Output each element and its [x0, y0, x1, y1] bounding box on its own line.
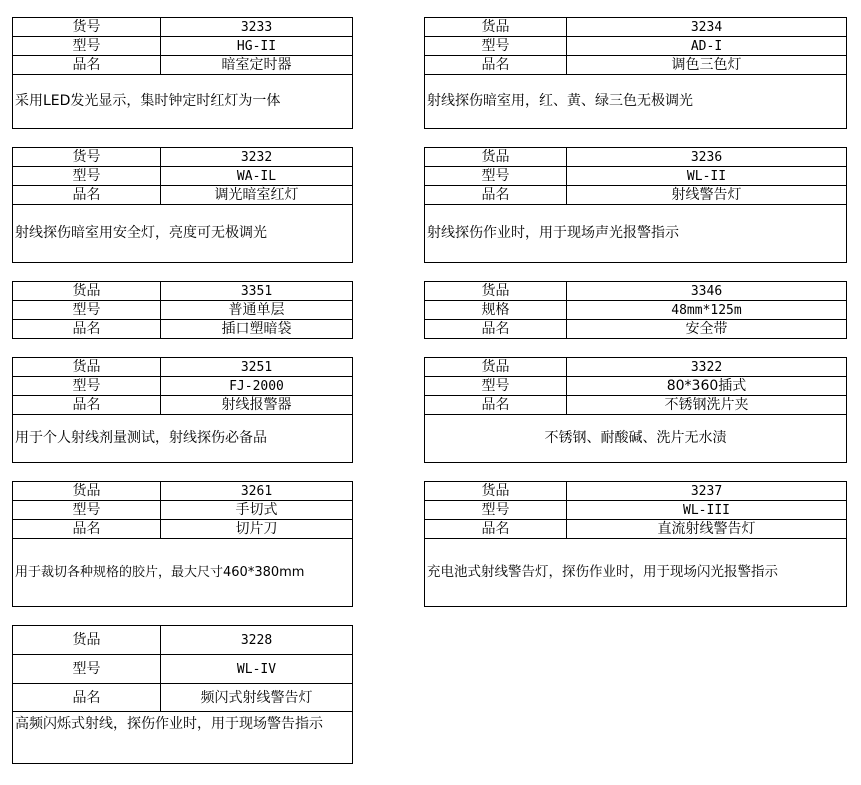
product-name-label: 品名 — [13, 396, 161, 414]
item-number-value: 3322 — [690, 359, 723, 375]
spec-label: 规格 — [425, 301, 567, 319]
model-label: 型号 — [425, 377, 567, 395]
product-card — [12, 281, 353, 339]
item-number-label: 货品 — [13, 482, 161, 500]
item-number-value: 3346 — [690, 283, 723, 299]
product-name-label: 品名 — [425, 520, 567, 538]
product-card — [12, 625, 353, 764]
item-number-label: 货品 — [425, 148, 567, 166]
model-value: 普通单层 — [228, 302, 285, 318]
product-name-label: 品名 — [13, 186, 161, 204]
model-label: 型号 — [425, 37, 567, 55]
product-name-value: 射线警告灯 — [671, 187, 742, 203]
item-number-value: 3261 — [240, 483, 273, 499]
model-label: 型号 — [425, 167, 567, 185]
product-name-label: 品名 — [425, 56, 567, 74]
product-card — [12, 357, 353, 463]
product-description: 采用LED发光显示，集时钟定时红灯为一体 — [15, 93, 281, 109]
product-name-value: 直流射线警告灯 — [657, 521, 756, 537]
item-number-value: 3233 — [240, 19, 273, 35]
item-number-label: 货品 — [13, 626, 161, 654]
item-number-value: 3251 — [240, 359, 273, 375]
product-name-value: 调色三色灯 — [671, 57, 742, 73]
product-description: 用于个人射线剂量测试，射线探伤必备品 — [15, 430, 267, 446]
product-description: 射线探伤暗室用安全灯，亮度可无极调光 — [15, 225, 267, 241]
item-number-label: 货号 — [13, 18, 161, 36]
product-card — [424, 17, 847, 129]
product-description: 射线探伤作业时，用于现场声光报警指示 — [427, 225, 679, 241]
product-name-value: 切片刀 — [235, 521, 278, 537]
item-number-value: 3351 — [240, 283, 273, 299]
product-description: 用于裁切各种规格的胶片，最大尺寸460*380mm — [15, 565, 305, 580]
product-name-label: 品名 — [425, 320, 567, 338]
product-description: 充电池式射线警告灯，探伤作业时，用于现场闪光报警指示 — [427, 564, 778, 580]
product-description: 不锈钢、耐酸碱、洗片无水渍 — [544, 430, 727, 446]
item-number-label: 货品 — [13, 282, 161, 300]
model-label: 型号 — [13, 655, 161, 683]
product-name-value: 射线报警器 — [221, 397, 292, 413]
product-name-value: 安全带 — [685, 321, 728, 337]
item-number-label: 货品 — [13, 358, 161, 376]
item-number-value: 3228 — [240, 632, 273, 648]
product-card — [12, 17, 353, 129]
model-value: AD-I — [690, 38, 723, 54]
product-name-label: 品名 — [425, 186, 567, 204]
item-number-value: 3237 — [690, 483, 723, 499]
product-name-value: 插口塑暗袋 — [221, 321, 292, 337]
item-number-value: 3232 — [240, 149, 273, 165]
item-number-value: 3236 — [690, 149, 723, 165]
model-label: 型号 — [13, 37, 161, 55]
product-card — [12, 481, 353, 607]
model-value: HG-II — [236, 38, 277, 54]
model-value: 80*360插式 — [666, 378, 747, 394]
item-number-value: 3234 — [690, 19, 723, 35]
product-name-value: 暗室定时器 — [221, 57, 292, 73]
product-name-label: 品名 — [13, 684, 161, 711]
product-name-label: 品名 — [425, 396, 567, 414]
model-value: WL-IV — [236, 661, 277, 677]
model-label: 型号 — [13, 167, 161, 185]
model-label: 型号 — [13, 501, 161, 519]
model-value: WL-II — [686, 168, 727, 184]
product-card — [424, 481, 847, 607]
product-description: 高频闪烁式射线，探伤作业时，用于现场警告指示 — [15, 716, 323, 732]
spec-value: 48mm*125m — [671, 302, 742, 318]
product-card — [12, 147, 353, 263]
product-name-value: 频闪式射线警告灯 — [200, 689, 313, 706]
item-number-label: 货品 — [425, 482, 567, 500]
item-number-label: 货品 — [425, 358, 567, 376]
model-value: 手切式 — [235, 502, 278, 518]
product-card — [424, 147, 847, 263]
item-number-label: 货品 — [425, 18, 567, 36]
model-label: 型号 — [425, 501, 567, 519]
model-value: WA-IL — [236, 168, 277, 184]
model-label: 型号 — [13, 301, 161, 319]
product-description: 射线探伤暗室用，红、黄、绿三色无极调光 — [427, 93, 693, 109]
item-number-label: 货品 — [425, 282, 567, 300]
item-number-label: 货号 — [13, 148, 161, 166]
product-name-value: 不锈钢洗片夹 — [664, 397, 749, 413]
model-value: FJ-2000 — [229, 378, 284, 394]
product-name-label: 品名 — [13, 320, 161, 338]
product-name-value: 调光暗室红灯 — [214, 187, 299, 203]
product-card — [424, 281, 847, 339]
model-label: 型号 — [13, 377, 161, 395]
product-card — [424, 357, 847, 463]
product-name-label: 品名 — [13, 56, 161, 74]
model-value: WL-III — [683, 502, 730, 518]
product-name-label: 品名 — [13, 520, 161, 538]
